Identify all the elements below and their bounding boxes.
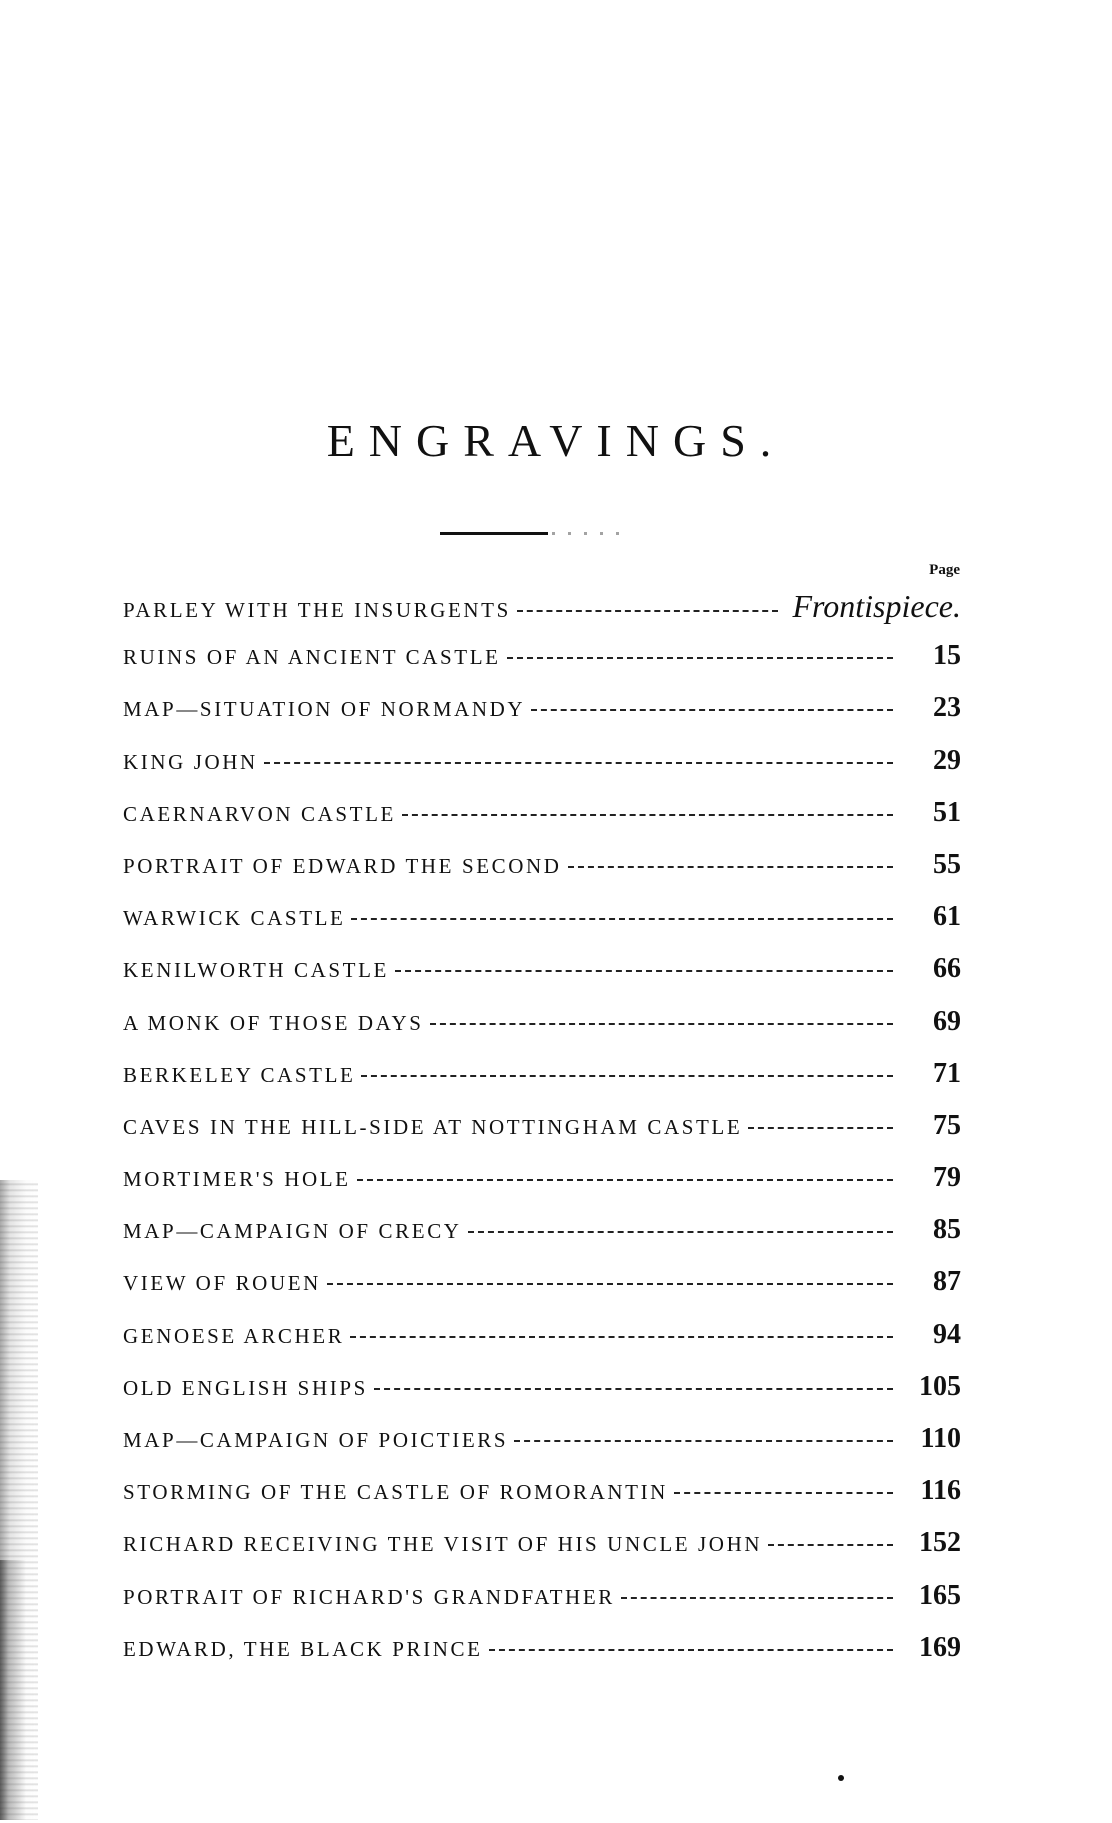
entry-label: KENILWORTH CASTLE (123, 958, 389, 983)
list-item (123, 1266, 961, 1318)
entry-label: BERKELEY CASTLE (123, 1062, 356, 1087)
entry-label: STORMING OF THE CASTLE OF ROMORANTIN (123, 1480, 668, 1505)
entry-label: MORTIMER'S HOLE (123, 1167, 351, 1192)
entry-page-number: 15 (933, 640, 961, 672)
entry-label: KING JOHN (123, 749, 258, 774)
entry-label: OLD ENGLISH SHIPS (123, 1375, 368, 1400)
list-item (123, 1580, 961, 1632)
dot-leader (430, 1023, 893, 1025)
ink-speck (838, 1775, 844, 1781)
entry-page-number: Frontispiece. (792, 588, 961, 624)
entry-page-number: 51 (933, 796, 961, 828)
entry-page-number: 85 (933, 1214, 961, 1246)
dot-leader (374, 1388, 893, 1390)
page-column-header: Page (929, 562, 960, 578)
entry-page-number: 169 (919, 1631, 961, 1663)
entry-label: MAP—CAMPAIGN OF CRECY (123, 1219, 462, 1244)
entry-label: EDWARD, THE BLACK PRINCE (123, 1636, 483, 1661)
entry-label: PORTRAIT OF EDWARD THE SECOND (123, 853, 562, 878)
entry-page-number: 165 (919, 1579, 961, 1611)
dot-leader (489, 1649, 893, 1651)
entry-page-number: 29 (933, 744, 961, 776)
entry-page-number: 55 (933, 848, 961, 880)
dot-leader (468, 1231, 893, 1233)
list-item (123, 953, 961, 1005)
dot-leader (517, 610, 779, 612)
entry-label: WARWICK CASTLE (123, 906, 346, 931)
entry-label: PARLEY WITH THE INSURGENTS (123, 598, 511, 622)
dot-leader (768, 1544, 893, 1546)
list-item (123, 1162, 961, 1214)
entry-page-number: 75 (933, 1109, 961, 1141)
page-title: ENGRAVINGS. (326, 415, 786, 466)
entry-page-number: 66 (933, 953, 961, 985)
entry-label: MAP—CAMPAIGN OF POICTIERS (123, 1428, 509, 1452)
dot-leader (357, 1179, 893, 1181)
list-item (123, 901, 961, 953)
list-item (123, 1475, 961, 1527)
list-item (123, 745, 961, 797)
title-rule (440, 532, 548, 535)
entry-label: VIEW OF ROUEN (123, 1271, 321, 1296)
entry-label: PORTRAIT OF RICHARD'S GRANDFATHER (123, 1584, 615, 1609)
dot-leader (507, 657, 893, 659)
list-item (123, 640, 961, 692)
entry-label: CAERNARVON CASTLE (123, 801, 396, 826)
list-item (123, 1214, 961, 1266)
list-item (123, 692, 961, 744)
dot-leader (514, 1440, 893, 1442)
dot-leader (621, 1597, 893, 1599)
dot-leader (361, 1075, 893, 1077)
entry-page-number: 79 (933, 1162, 961, 1194)
dot-leader (350, 1336, 893, 1338)
list-item (123, 1423, 961, 1475)
entry-page-number: 152 (919, 1527, 961, 1559)
entry-page-number: 94 (933, 1318, 961, 1350)
entry-page-number: 87 (933, 1266, 961, 1298)
title-rule-dots (552, 532, 632, 535)
dot-leader (264, 762, 893, 764)
dot-leader (402, 814, 893, 816)
list-item (123, 588, 961, 640)
scan-edge-shadow-lower (0, 1560, 26, 1820)
entry-page-number: 105 (919, 1370, 961, 1402)
entry-page-number: 23 (933, 692, 961, 724)
list-item (123, 1058, 961, 1110)
entry-label: CAVES IN THE HILL-SIDE AT NOTTINGHAM CASTLE (123, 1114, 743, 1139)
dot-leader (674, 1492, 893, 1494)
entry-page-number: 61 (933, 901, 961, 933)
list-item (123, 1527, 961, 1579)
dot-leader (568, 866, 893, 868)
dot-leader (748, 1127, 893, 1129)
list-item (123, 849, 961, 901)
entry-page-number: 71 (933, 1057, 961, 1089)
entry-page-number: 69 (933, 1005, 961, 1037)
entry-page-number: 116 (920, 1475, 961, 1507)
entry-label: MAP—SITUATION OF NORMANDY (123, 697, 526, 722)
list-item (123, 1632, 961, 1684)
dot-leader (327, 1283, 893, 1285)
list-item (123, 1006, 961, 1058)
dot-leader (351, 918, 893, 920)
dot-leader (531, 709, 893, 711)
dot-leader (395, 970, 893, 972)
entry-page-number: 110 (920, 1423, 961, 1454)
engravings-list (123, 588, 961, 1684)
list-item (123, 1319, 961, 1371)
entry-label: RUINS OF AN ANCIENT CASTLE (123, 645, 501, 670)
list-item (123, 1110, 961, 1162)
entry-label: GENOESE ARCHER (123, 1323, 345, 1348)
list-item (123, 797, 961, 849)
list-item (123, 1371, 961, 1423)
entry-label: A MONK OF THOSE DAYS (123, 1010, 424, 1035)
entry-label: RICHARD RECEIVING THE VISIT OF HIS UNCLE JOHN (123, 1532, 763, 1557)
